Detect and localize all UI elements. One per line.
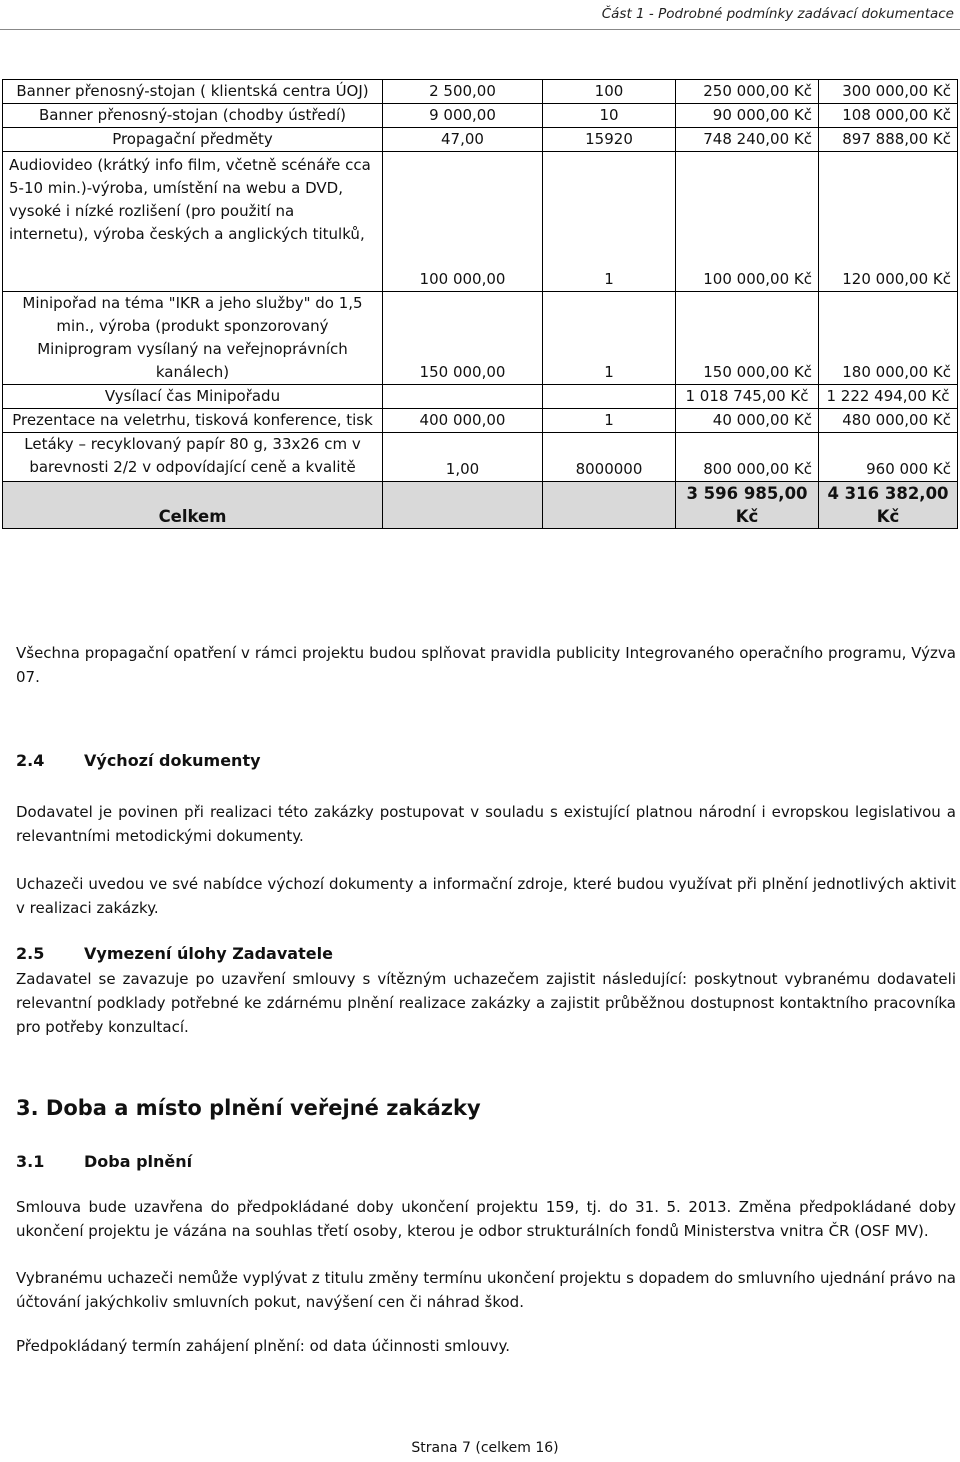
paragraph: Zadavatel se zavazuje po uzavření smlouvy s vítězným uchazečem zajistit následující: poskytnout vybranému dodavateli relevantní podklady potřebné ke zdárnému plnění realizace zakázky a zajistit průběžnou dostupnost kontaktního pracovníka pro potřeby konzultací. — [16, 970, 956, 1036]
page-footer: Strana 7 (celkem 16) — [411, 1440, 559, 1456]
item-label: Prezentace na veletrhu, tisková konference, tisk — [3, 409, 383, 433]
item-label: Banner přenosný-stojan ( klientská centra ÚOJ) — [3, 80, 383, 104]
paragraph: Uchazeči uvedou ve své nabídce výchozí dokumenty a informační zdroje, které budou využívat při plnění jednotlivých aktivit v realizaci zakázky. — [16, 875, 956, 917]
quantity — [543, 385, 676, 409]
item-label: Minipořad na téma "IKR a jeho služby" do 1,5 min., výroba (produkt sponzorovaný Miniprogram vysílaný na veřejnoprávních kanálech) — [3, 292, 383, 385]
section-heading-2-4 — [16, 751, 261, 770]
table-row — [3, 433, 958, 482]
table-row — [3, 152, 958, 292]
empty-cell — [383, 482, 543, 529]
unit-price: 400 000,00 — [383, 409, 543, 433]
unit-price: 47,00 — [383, 128, 543, 152]
total-incl-vat: 960 000 Kč — [819, 433, 958, 482]
total-incl-vat: 300 000,00 Kč — [819, 80, 958, 104]
table-row — [3, 409, 958, 433]
chapter-heading-3: 3. Doba a místo plnění veřejné zakázky — [16, 1096, 481, 1120]
section-heading-3-1 — [16, 1152, 192, 1171]
quantity: 15920 — [543, 128, 676, 152]
paragraph: Předpokládaný termín zahájení plnění: od data účinnosti smlouvy. — [16, 1337, 510, 1355]
quantity: 1 — [543, 409, 676, 433]
total-excl-vat: 250 000,00 Kč — [676, 80, 819, 104]
total-incl-vat: 1 222 494,00 Kč — [819, 385, 958, 409]
quantity: 10 — [543, 104, 676, 128]
table-row — [3, 104, 958, 128]
cost-table — [2, 79, 958, 529]
total-incl-vat: 897 888,00 Kč — [819, 128, 958, 152]
item-label: Vysílací čas Minipořadu — [3, 385, 383, 409]
unit-price: 2 500,00 — [383, 80, 543, 104]
total-excl-vat: 90 000,00 Kč — [676, 104, 819, 128]
paragraph: Smlouva bude uzavřena do předpokládané doby ukončení projektu 159, tj. do 31. 5. 2013. Změna předpokládané doby ukončení projektu je vázána na souhlas třetí osoby, kterou je odbor strukturálních fondů Ministerstva vnitra ČR (OSF MV). — [16, 1198, 956, 1240]
publicity-paragraph: Všechna propagační opatření v rámci projektu budou splňovat pravidla publicity Integrovaného operačního programu, Výzva 07. — [16, 644, 956, 686]
table-row — [3, 292, 958, 385]
quantity: 100 — [543, 80, 676, 104]
total-excl-vat: 800 000,00 Kč — [676, 433, 819, 482]
header-divider — [0, 29, 960, 30]
item-label: Letáky – recyklovaný papír 80 g, 33x26 cm v barevnosti 2/2 v odpovídající ceně a kvalitě — [3, 433, 383, 482]
item-label: Audiovideo (krátký info film, včetně scénáře cca 5-10 min.)-výroba, umístění na webu a DVD, vysoké i nízké rozlišení (pro použití na internetu), výroba českých a anglických titulků, — [3, 152, 383, 292]
section-number: 2.5 — [16, 944, 45, 963]
table-row — [3, 80, 958, 104]
paragraph: Vybranému uchazeči nemůže vyplývat z titulu změny termínu ukončení projektu s dopadem do smluvního ujednání právo na účtování jakýchkoliv smluvních pokut, navýšení cen či náhrad škod. — [16, 1269, 956, 1311]
total-excl-vat: 748 240,00 Kč — [676, 128, 819, 152]
item-label: Banner přenosný-stojan (chodby ústředí) — [3, 104, 383, 128]
unit-price — [383, 385, 543, 409]
empty-cell — [543, 482, 676, 529]
total-excl-vat: 100 000,00 Kč — [676, 152, 819, 292]
section-title: Výchozí dokumenty — [84, 751, 261, 770]
quantity: 1 — [543, 292, 676, 385]
total-excl-vat: 40 000,00 Kč — [676, 409, 819, 433]
total-incl-vat: 120 000,00 Kč — [819, 152, 958, 292]
total-incl-vat: 180 000,00 Kč — [819, 292, 958, 385]
quantity: 1 — [543, 152, 676, 292]
item-label: Propagační předměty — [3, 128, 383, 152]
total-incl-vat: 480 000,00 Kč — [819, 409, 958, 433]
section-number: 2.4 — [16, 751, 45, 770]
paragraph: Dodavatel je povinen při realizaci této zakázky postupovat v souladu s existující platnou národní i evropskou legislativou a relevantními metodickými dokumenty. — [16, 803, 956, 845]
table-row — [3, 128, 958, 152]
running-header: Část 1 - Podrobné podmínky zadávací dokumentace — [601, 6, 954, 22]
section-heading-2-5 — [16, 944, 333, 963]
unit-price: 150 000,00 — [383, 292, 543, 385]
unit-price: 1,00 — [383, 433, 543, 482]
total-incl-vat: 108 000,00 Kč — [819, 104, 958, 128]
grand-total-excl-vat: 3 596 985,00 Kč — [676, 482, 819, 529]
section-title: Doba plnění — [84, 1152, 193, 1171]
unit-price: 9 000,00 — [383, 104, 543, 128]
table-row — [3, 385, 958, 409]
total-excl-vat: 150 000,00 Kč — [676, 292, 819, 385]
total-label: Celkem — [3, 482, 383, 529]
table-total-row — [3, 482, 958, 529]
grand-total-incl-vat: 4 316 382,00 Kč — [819, 482, 958, 529]
total-excl-vat: 1 018 745,00 Kč — [676, 385, 819, 409]
section-number: 3.1 — [16, 1152, 45, 1171]
unit-price: 100 000,00 — [383, 152, 543, 292]
quantity: 8000000 — [543, 433, 676, 482]
section-title: Vymezení úlohy Zadavatele — [84, 944, 333, 963]
